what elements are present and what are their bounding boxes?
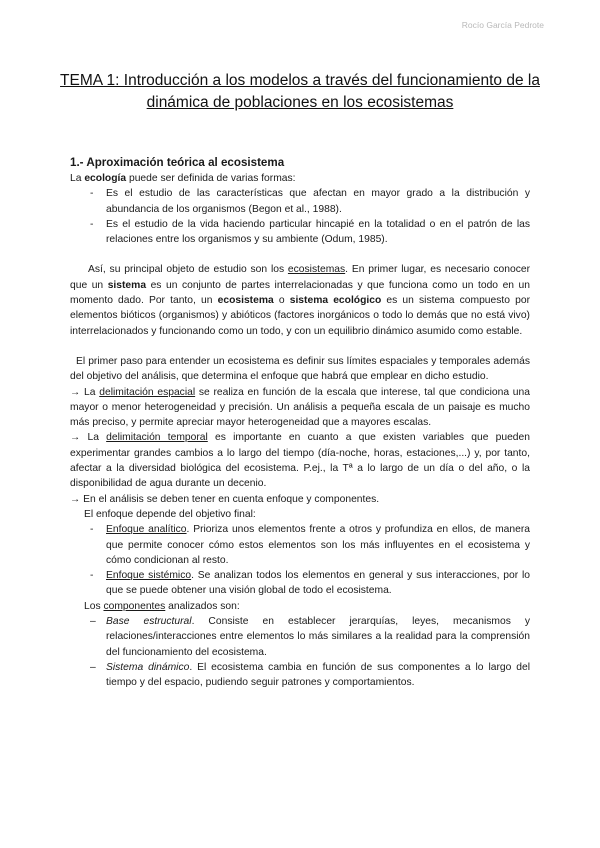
definition-text: Es el estudio de la vida haciendo particular hincapié en la totalidad o en el patrón de las relaciones entre los organismos y su ambiente (Odum, 1985). <box>106 218 530 246</box>
document-body <box>70 155 530 691</box>
componentes-intro <box>70 599 530 614</box>
list-item <box>70 522 530 568</box>
arrow-icon: → <box>70 432 81 444</box>
text: o <box>273 295 290 307</box>
term-componentes: componentes <box>103 600 166 612</box>
dash-marker: - <box>90 188 94 200</box>
list-item <box>70 660 530 691</box>
text: En el análisis se deben tener en cuenta enfoque y componentes. <box>80 493 380 505</box>
text: . Consiste en establecer jerarquías, leyes, mecanismos y relaciones/interacciones entre elementos lo más similares a la realidad para la comprensión del funcionamiento del ecosistema. <box>106 616 531 658</box>
term-delimitacion-temporal: delimitación temporal <box>106 432 208 444</box>
dash-marker: – <box>90 661 96 673</box>
list-item <box>70 568 530 599</box>
arrow-icon: → <box>70 493 81 505</box>
text: es un sistema compuesto por elementos bióticos (organismos) y abióticos (factores inorgánicos o todo lo demás que no está vivo) interrelacionados y funcionando como un todo, y con un equilibrio dinámico asumido como estable. <box>70 295 531 337</box>
ecosystem-paragraph <box>70 262 530 338</box>
arrow-icon: → <box>70 386 81 398</box>
temporal-paragraph <box>70 430 530 491</box>
enfoque-intro: El enfoque depende del objetivo final: <box>84 508 256 520</box>
term-delimitacion-espacial: delimitación espacial <box>99 386 196 398</box>
dash-marker: - <box>90 570 94 582</box>
term-ecosistemas: ecosistemas <box>287 264 346 276</box>
enfoque-list <box>70 522 530 598</box>
text: Así, su principal objeto de estudio son los <box>88 264 288 276</box>
text: Los <box>84 600 104 612</box>
term-enfoque-analitico: Enfoque analítico <box>106 524 187 536</box>
definition-text: Es el estudio de las características que afectan en mayor grado a la distribución y abundancia de los organismos (Begon et al., 1988). <box>106 188 530 215</box>
text: La <box>70 173 85 184</box>
term-ecosistema: ecosistema <box>217 295 274 307</box>
term-sistema-ecologico: sistema ecológico <box>289 295 382 307</box>
text: puede ser definida de varias formas: <box>126 173 296 184</box>
dash-marker: – <box>90 616 96 628</box>
text: se realiza en función de la escala que interese, tal que condiciona una mayor o menor heterogeneidad y precisión. Un análisis a pequeña escala de un paisaje es mucho más preciso, y permite apreciar mayor heterogeneidad que a mayores escalas. <box>70 386 530 429</box>
dash-marker: - <box>90 524 94 536</box>
author-name: Rocío García Pedrote <box>461 20 544 30</box>
list-item <box>70 614 530 660</box>
text: . Se analizan todos los elementos en general y sus interacciones, por lo que se puede obtener una visión global de todo el ecosistema. <box>106 570 530 597</box>
text: analizados son: <box>165 600 240 612</box>
text: . Prioriza unos elementos frente a otros y profundiza en ellos, de manera que permite conocer cómo estos elementos son los más influyentes en el ecosistema y cómo condicionan al resto. <box>106 524 530 566</box>
ecology-intro <box>70 171 530 186</box>
section-heading: 1.- Aproximación teórica al ecosistema <box>70 156 285 169</box>
term-sistema: sistema <box>107 279 147 291</box>
text: . El ecosistema cambia en función de sus componentes a lo largo del tiempo y del espacio, pudiendo seguir patrones y comportamientos. <box>106 661 530 689</box>
definition-list <box>70 186 530 247</box>
text: es un conjunto de partes interrelacionadas y que funciona como un todo en un momento dado. Por tanto, un <box>70 279 530 307</box>
dash-marker: - <box>90 218 94 230</box>
list-item <box>70 217 530 248</box>
text: La <box>80 432 107 444</box>
term-sistema-dinamico: Sistema dinámico <box>106 661 190 673</box>
list-item <box>70 186 530 217</box>
componentes-list <box>70 614 530 690</box>
page-title: TEMA 1: Introducción a los modelos a través del funcionamiento de la dinámica de poblaciones en los ecosistemas <box>60 72 540 111</box>
text: . En primer lugar, es necesario conocer que un <box>70 264 530 291</box>
spatial-paragraph <box>70 385 530 431</box>
term-ecologia: ecología <box>84 173 127 184</box>
limits-paragraph: El primer paso para entender un ecosistema es definir sus límites espaciales y temporales además del objetivo del análisis, que determina el enfoque que habrá que emplear en dicho estudio. <box>70 355 530 383</box>
analysis-line <box>70 492 530 507</box>
text: La <box>80 386 100 398</box>
text: es importante en cuanto a que existen variables que pueden experimentar grandes cambios a lo largo del tiempo (día-noche, horas, estaciones,...) y, por tanto, afectar a la diversidad biológica del ecosistema. P.ej., la Tª a lo largo de un día o del año, o la disponibilidad de agua durante un decenio. <box>70 432 530 490</box>
term-enfoque-sistemico: Enfoque sistémico <box>106 570 192 582</box>
term-base-estructural: Base estructural <box>106 616 192 628</box>
